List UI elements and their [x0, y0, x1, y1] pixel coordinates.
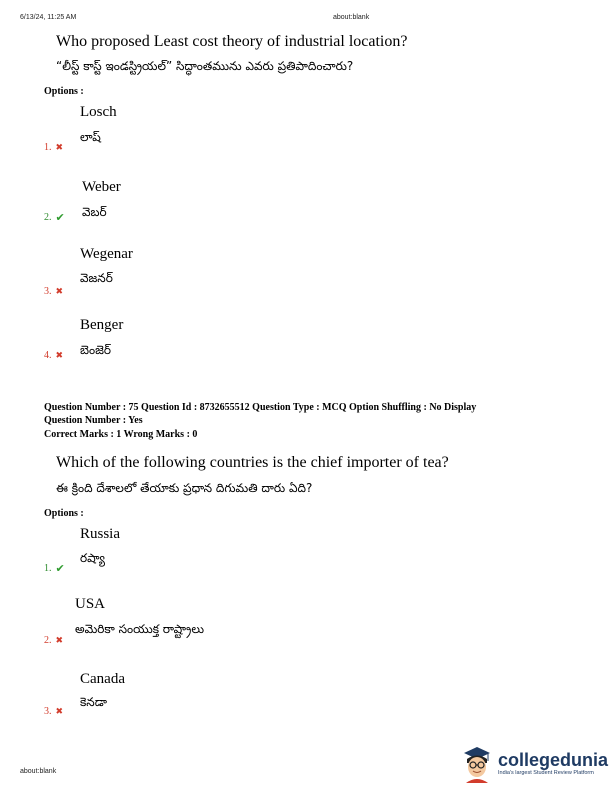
cross-icon: ✖ — [55, 287, 64, 297]
q74-option-1-te: లాష్ — [80, 130, 101, 144]
option-number: 3. — [44, 706, 52, 717]
check-icon: ✔ — [55, 211, 65, 224]
q75-option-2-te: అమెరికా సంయుక్త రాష్ట్రాలు — [75, 622, 204, 636]
q74-option-3-en: Wegenar — [80, 246, 133, 262]
q74-option-1-en: Losch — [80, 104, 117, 120]
q75-option-1-number — [44, 563, 65, 575]
print-datetime: 6/13/24, 11:25 AM — [20, 14, 77, 21]
q75-option-3-en: Canada — [80, 671, 125, 687]
question-74-text-en: Who proposed Least cost theory of industrial location? — [56, 33, 408, 50]
q74-option-2-en: Weber — [82, 179, 121, 195]
cross-icon: ✖ — [55, 143, 64, 153]
option-number: 4. — [44, 350, 52, 361]
logo-tagline: India's largest Student Review Platform — [498, 769, 594, 776]
collegedunia-logo — [460, 743, 608, 783]
q74-option-3-number — [44, 286, 63, 298]
question-74-options-label: Options : — [44, 86, 84, 97]
q74-option-4-number — [44, 350, 63, 362]
question-75-text-te: ఈ క్రింది దేశాలలో తేయాకు ప్రధాన దిగుమతి దారు ఏది? — [56, 481, 313, 495]
option-number: 2. — [44, 635, 52, 646]
q75-option-1-te: రష్యా — [80, 551, 105, 565]
q75-option-2-number — [44, 635, 63, 647]
q74-option-4-te: బెంజెర్ — [80, 343, 111, 357]
q75-option-3-te: కెనడా — [80, 695, 107, 709]
question-74-text-te: “లీస్ట్ కాస్ట్ ఇండస్ట్రియల్” సిద్ధాంతమును ఎవరు ప్రతిపాదించారు? — [56, 59, 354, 73]
q74-option-2-number — [44, 212, 65, 224]
question-75-meta-line-3: Correct Marks : 1 Wrong Marks : 0 — [44, 429, 198, 440]
q74-option-3-te: వెజనర్ — [80, 271, 113, 285]
question-75-meta-line-1: Question Number : 75 Question Id : 8732655512 Question Type : MCQ Option Shuffling : No Display — [44, 402, 477, 413]
q74-option-1-number — [44, 142, 63, 154]
question-75-text-en: Which of the following countries is the chief importer of tea? — [56, 454, 449, 471]
question-75-options-label: Options : — [44, 508, 84, 519]
q75-option-1-en: Russia — [80, 526, 121, 542]
q74-option-2-te: వెబర్ — [82, 205, 107, 219]
q75-option-3-number — [44, 706, 63, 718]
logo-name: collegedunia — [498, 749, 609, 770]
option-number: 3. — [44, 286, 52, 297]
option-number: 1. — [44, 142, 52, 153]
cross-icon: ✖ — [55, 707, 64, 717]
option-number: 2. — [44, 212, 52, 223]
question-75-meta-line-2: Question Number : Yes — [44, 415, 143, 426]
option-number: 1. — [44, 563, 52, 574]
q75-option-2-en: USA — [75, 596, 106, 612]
check-icon: ✔ — [55, 562, 65, 575]
cross-icon: ✖ — [55, 636, 64, 646]
cross-icon: ✖ — [55, 351, 64, 361]
mascot-icon — [460, 743, 494, 783]
print-page-title: about:blank — [333, 14, 370, 21]
print-footer-url: about:blank — [20, 768, 57, 775]
q74-option-4-en: Benger — [80, 317, 124, 333]
